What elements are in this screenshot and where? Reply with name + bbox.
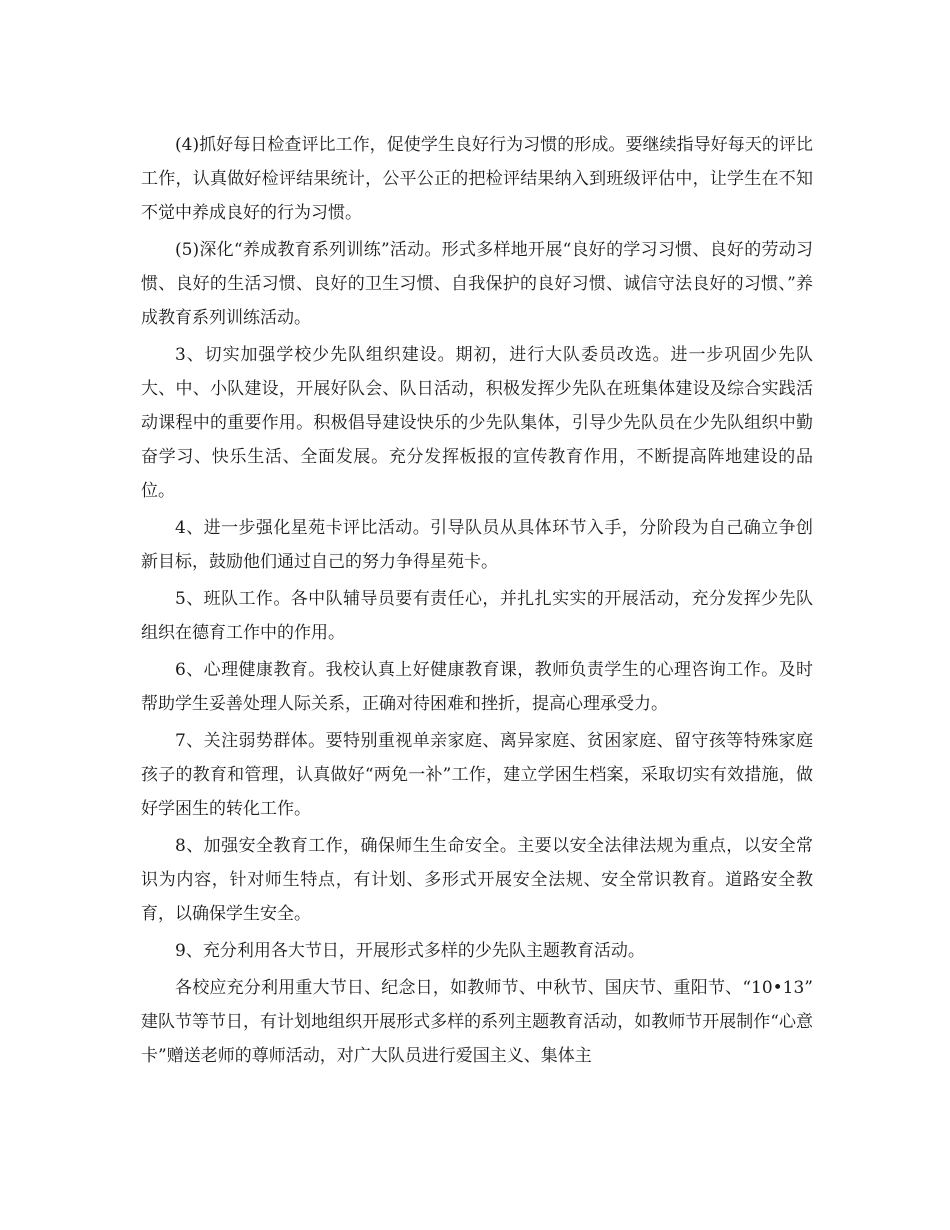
paragraph-section-6-mental-health: 6、心理健康教育。我校认真上好健康教育课，教师负责学生的心理咨询工作。及时帮助学生妥善处理人际关系，正确对待困难和挫折，提高心理承受力。 — [141, 660, 813, 714]
paragraph-section-7-vulnerable-groups: 7、关注弱势群体。要特别重视单亲家庭、离异家庭、贫困家庭、留守孩等特殊家庭孩子的教育和管理，认真做好“两免一补”工作，建立学困生档案，采取切实有效措施，做好学困生的转化工作。 — [141, 731, 813, 819]
paragraph-section-9-festivals: 9、充分利用各大节日，开展形式多样的少先队主题教育活动。 — [175, 941, 645, 961]
document-body — [141, 128, 813, 1076]
paragraph-item-4-habits: (4)抓好每日检查评比工作，促使学生良好行为习惯的形成。要继续指导好每天的评比工作，认真做好检评结果统计，公平公正的把检评结果纳入到班级评估中，让学生在不知不觉中养成良好的行为习惯。 — [141, 135, 813, 223]
paragraph-item-5-training: (5)深化“养成教育系列训练”活动。形式多样地开展“良好的学习习惯、良好的劳动习惯、良好的生活习惯、良好的卫生习惯、自我保护的良好习惯、诚信守法良好的习惯、”养成教育系列训练活动。 — [141, 240, 813, 328]
paragraph-section-5-class-work: 5、班队工作。各中队辅导员要有责任心，并扎扎实实的开展活动，充分发挥少先队组织在德育工作中的作用。 — [141, 589, 813, 643]
paragraph-festival-activities: 各校应充分利用重大节日、纪念日，如教师节、中秋节、国庆节、重阳节、“10•13” 建队节等节日，有计划地组织开展形式多样的系列主题教育活动，如教师节开展制作“心意卡”赠送老师的尊师活动，对广大队员进行爱国主义、集体主 — [141, 978, 813, 1066]
paragraph-section-8-safety: 8、加强安全教育工作，确保师生生命安全。主要以安全法律法规为重点，以安全常识为内容，针对师生特点，有计划、多形式开展安全法规、安全常识教育。道路安全教育，以确保学生安全。 — [141, 836, 813, 924]
paragraph-section-3-organization: 3、切实加强学校少先队组织建设。期初，进行大队委员改选。进一步巩固少先队大、中、小队建设，开展好队会、队日活动，积极发挥少先队在班集体建设及综合实践活动课程中的重要作用。积极倡导建设快乐的少先队集体，引导少先队员在少先队组织中勤奋学习、快乐生活、全面发展。充分发挥板报的宣传教育作用，不断提高阵地建设的品位。 — [141, 345, 813, 501]
paragraph-section-4-star-card: 4、进一步强化星苑卡评比活动。引导队员从具体环节入手，分阶段为自己确立争创新目标，鼓励他们通过自己的努力争得星苑卡。 — [141, 518, 813, 572]
